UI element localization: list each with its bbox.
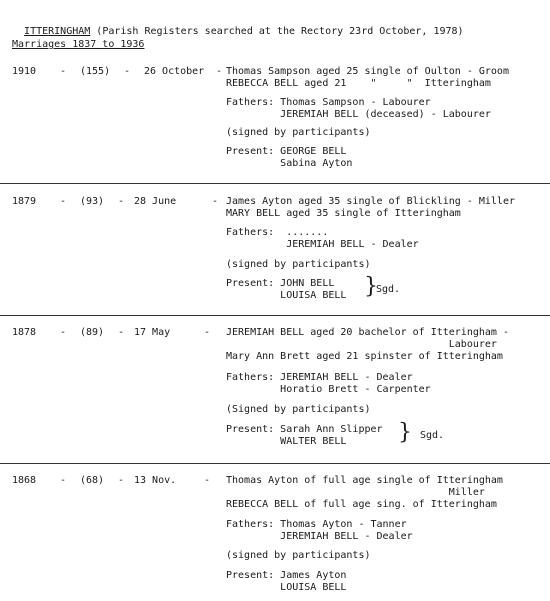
- right-brace: }: [398, 420, 412, 445]
- entry-year: 1868: [12, 475, 37, 486]
- entry-dash: -: [118, 475, 125, 486]
- entry-line: (Signed by participants): [226, 404, 371, 415]
- entry-line: (signed by participants): [226, 259, 371, 270]
- entry-line: JEREMIAH BELL - Dealer: [226, 239, 419, 250]
- entry-line: WALTER BELL: [226, 436, 347, 447]
- entry-year: 1910: [12, 66, 37, 77]
- entry-line: Fathers: .......: [226, 227, 329, 238]
- entry-dash: -: [204, 327, 211, 338]
- entry-date: 26 October: [144, 66, 205, 77]
- entry-dash: -: [124, 66, 131, 77]
- entry-line: James Ayton aged 35 single of Blickling - Miller: [226, 196, 515, 207]
- entry-date: 13 Nov.: [134, 475, 177, 486]
- page-header: [12, 14, 464, 38]
- entry-line: Fathers: JEREMIAH BELL - Dealer: [226, 372, 413, 383]
- signed-mark: Sgd.: [376, 284, 401, 295]
- entry-dash: -: [212, 196, 219, 207]
- entry-line: Horatio Brett - Carpenter: [226, 384, 431, 395]
- divider: [0, 463, 550, 464]
- entry-line: Present: James Ayton: [226, 570, 347, 581]
- entry-line: Thomas Ayton of full age single of Itteringham: [226, 475, 503, 486]
- entry-line: Fathers: Thomas Ayton - Tanner: [226, 519, 407, 530]
- entry-line: Sabina Ayton: [226, 158, 353, 169]
- entry-line: Present: JOHN BELL: [226, 278, 335, 289]
- entry-line: Present: Sarah Ann Slipper: [226, 424, 383, 435]
- entry-line: Fathers: Thomas Sampson - Labourer: [226, 97, 431, 108]
- right-brace: }: [364, 274, 378, 299]
- entry-line: JEREMIAH BELL (deceased) - Labourer: [226, 109, 491, 120]
- entry-line: Thomas Sampson aged 25 single of Oulton - Groom: [226, 66, 509, 77]
- entry-dash: -: [60, 327, 67, 338]
- entry-line: JEREMIAH BELL aged 20 bachelor of Itteringham -: [226, 327, 509, 338]
- search-note: (Parish Registers searched at the Rectory 23rd October, 1978): [90, 26, 464, 37]
- entry-line: JEREMIAH BELL - Dealer: [226, 531, 413, 542]
- entry-line: (signed by participants): [226, 127, 371, 138]
- entry-date: 17 May: [134, 327, 171, 338]
- entry-number: (93): [80, 196, 105, 207]
- entry-year: 1879: [12, 196, 37, 207]
- entry-number: (155): [80, 66, 111, 77]
- entry-dash: -: [204, 475, 211, 486]
- entry-line: Mary Ann Brett aged 21 spinster of Itteringham: [226, 351, 503, 362]
- entry-date: 28 June: [134, 196, 177, 207]
- entry-number: (89): [80, 327, 105, 338]
- parish-name: ITTERINGHAM: [24, 26, 91, 37]
- entry-number: (68): [80, 475, 105, 486]
- entry-dash: -: [118, 196, 125, 207]
- entry-year: 1878: [12, 327, 37, 338]
- entry-line: LOUISA BELL: [226, 582, 347, 593]
- signed-mark: Sgd.: [420, 430, 445, 441]
- entry-line: Miller: [226, 487, 485, 498]
- entry-dash: -: [216, 66, 223, 77]
- page-subtitle: Marriages 1837 to 1936: [12, 39, 145, 50]
- entry-line: Labourer: [226, 339, 497, 350]
- entry-dash: -: [60, 66, 67, 77]
- entry-dash: -: [60, 196, 67, 207]
- entry-line: MARY BELL aged 35 single of Itteringham: [226, 208, 461, 219]
- divider: [0, 315, 550, 316]
- entry-line: REBECCA BELL of full age sing. of Itteringham: [226, 499, 497, 510]
- entry-line: LOUISA BELL: [226, 290, 347, 301]
- entry-line: (signed by participants): [226, 550, 371, 561]
- entry-line: REBECCA BELL aged 21 " " Itteringham: [226, 78, 491, 89]
- entry-dash: -: [60, 475, 67, 486]
- entry-dash: -: [118, 327, 125, 338]
- entry-line: Present: GEORGE BELL: [226, 146, 347, 157]
- divider: [0, 183, 550, 184]
